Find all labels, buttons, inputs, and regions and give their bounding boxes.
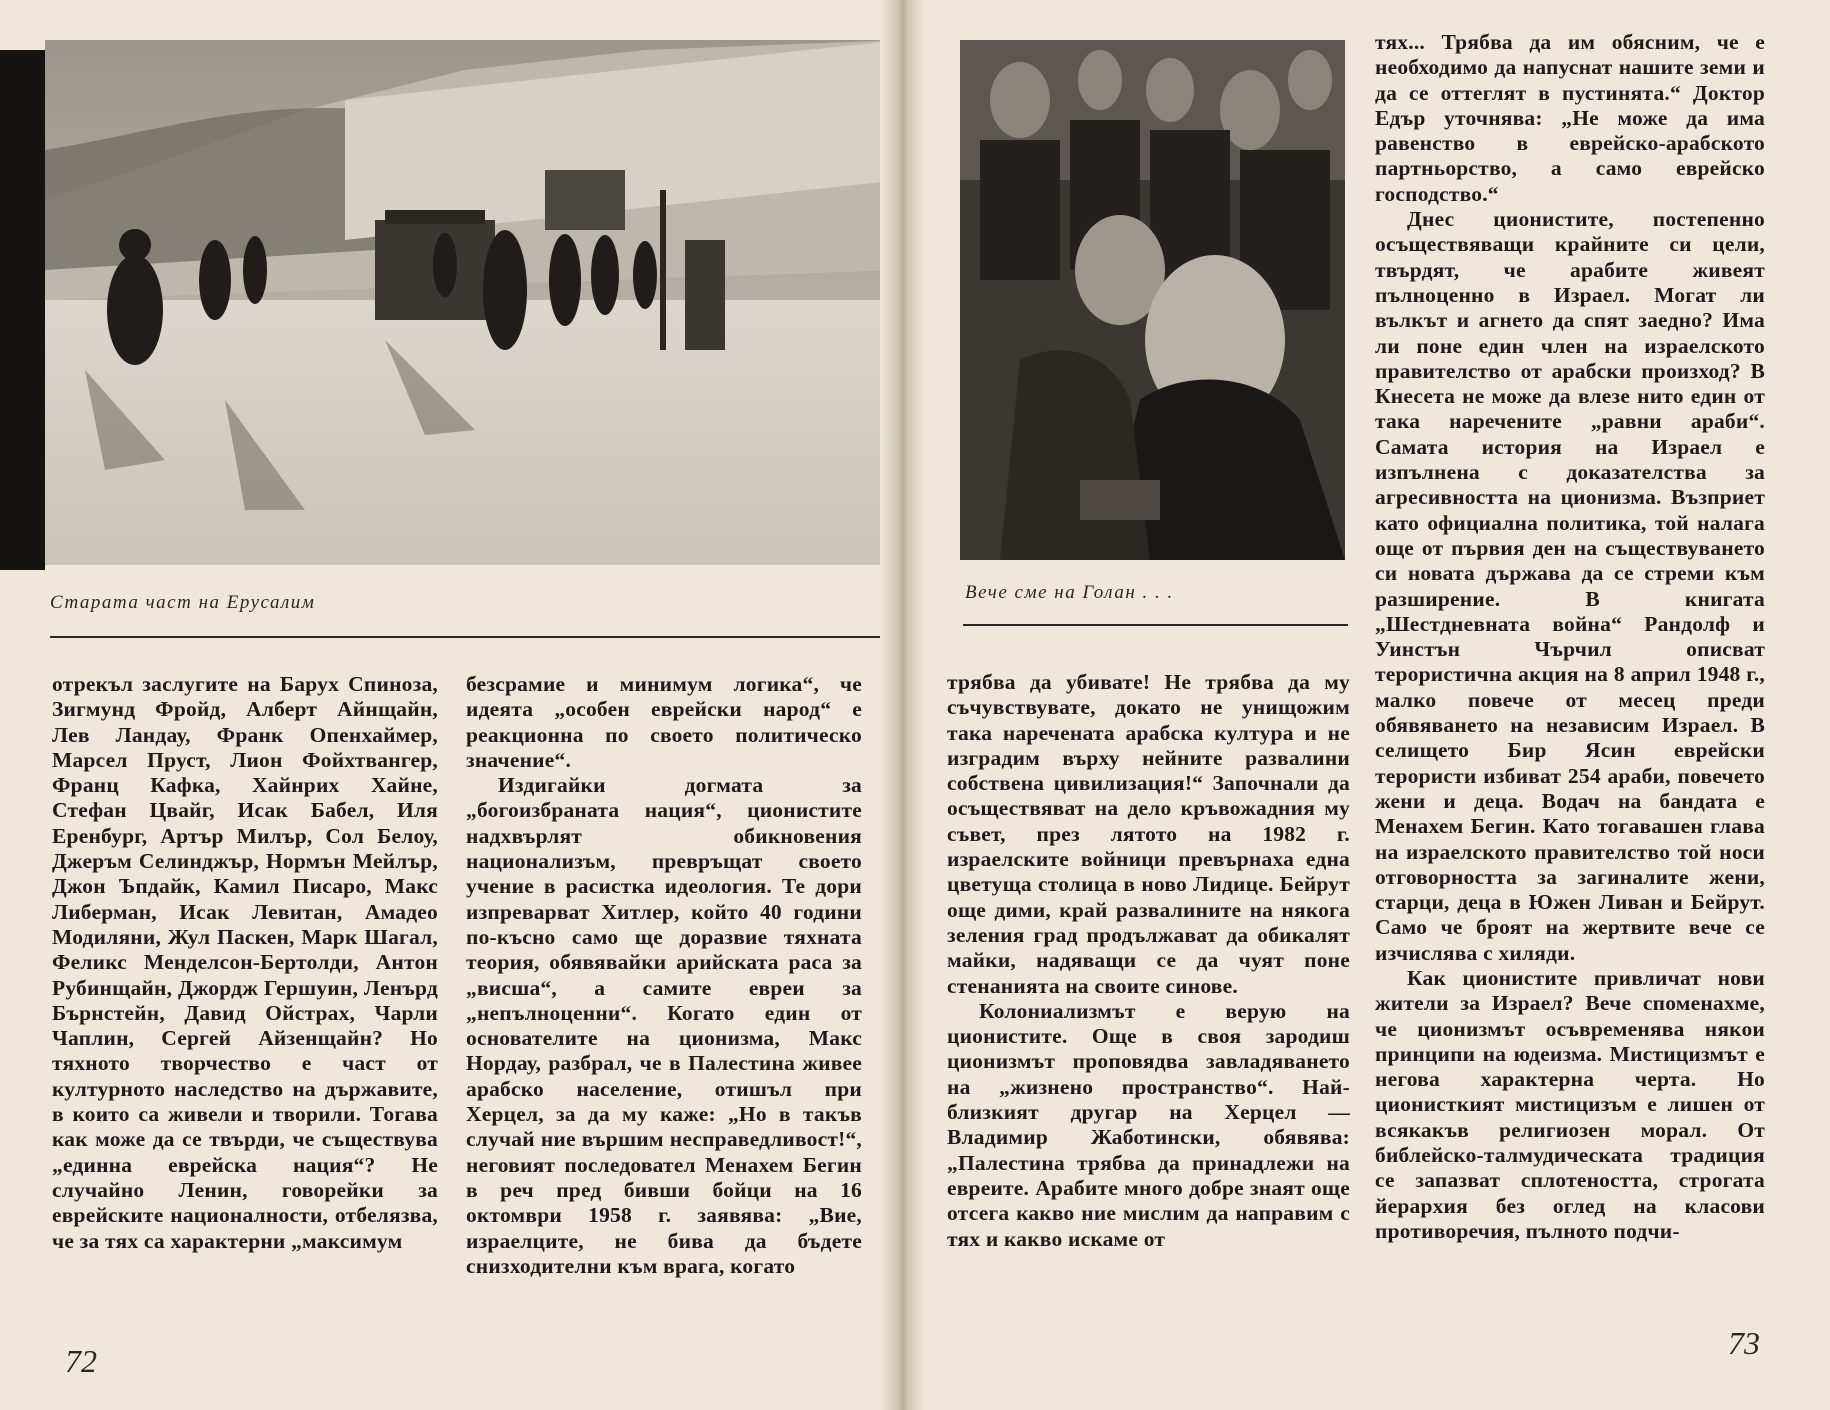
paragraph: Издигайки догмата за „богоизбраната нация“, ционистите надхвърлят обикновения национализъм, превръщат своето учение в расистка идеология. Те дори изпреварват Хитлер, който 40 години по-късно само ще доразвие тяхната теория, обявявайки арийската раса за „висша“, а самите евреи за „непълноценни“. Когато един от основателите на ционизма, Макс Нордау, разбрал, че в Палестина живее арабско население, отишъл при Херцел, за да му каже: „Но в такъв случай ние вършим несправедливост!“, неговият последовател Менахем Бегин в реч пред бивши бойци на 16 октомври 1958 г. заявява: „Вие, израелците, не бива да бъдете снизходителни към врага, когато — [466, 773, 862, 1278]
caption-rule-right — [963, 624, 1348, 626]
paragraph: безсрамие и минимум логика“, че идеята „особен еврейски народ“ е реакционна по своето политическо значение“. — [466, 672, 862, 772]
paragraph: Днес ционистите, постепенно осъществяващи крайните си цели, твърдят, че арабите живеят пълноценно в Израел. Могат ли вълкът и агнето да спят заедно? Има ли поне един член на израелското правителство от арабски произход? В Кнесета не може да влезе нито един от така наречените „равни араби“. Самата история на Израел е изпълнена с доказателства за агресивността на ционизма. Възприет като официална политика, той налага още от първия ден на съществуването си новата държава да се стреми към разширение. В книгата „Шестдневната война“ Рандолф и Уинстън Чърчил описват терористична акция на 8 април 1948 г., малко повече от месец преди обявяването на независим Израел. В селището Бир Ясин еврейски терористи избиват 254 араби, повечето жени и деца. Водач на бандата е Менахем Бегин. Като тогавашен глава на израелското правителство той носи отговорността за загиналите жени, старци, деца в Южен Ливан и Бейрут. Само че броят на жертвите вече се изчислява с хиляди. — [1375, 207, 1765, 965]
page-number-left: 72 — [65, 1343, 97, 1379]
book-gutter — [880, 0, 924, 1410]
photo-caption-right: Вече сме на Голан . . . — [965, 582, 1174, 603]
left-edge-bar — [0, 50, 45, 570]
paragraph: Как ционистите привличат нови жители за Израел? Вече споменахме, че ционизмът осъвременява някои принципи на юдеизма. Мистицизмът е негова характерна черта. Но ционисткият мистицизъм е лишен от всякакъв религиозен морал. От библейско-талмудическата традиция се запазват сплотеността, строгата йерархия без оглед на класови противоречия, пълното подчи- — [1375, 965, 1765, 1243]
paragraph: Колониализмът е верую на ционистите. Още в своя зародиш ционизмът проповядва завладяването на „жизнено пространство“. Най-близкият другар на Херцел — Владимир Жаботински, обявява: „Палестина трябва да принадлежи на евреите. Арабите много добре знаят още отсега какво ние мислим да направим с тях и какво искаме от — [947, 998, 1350, 1251]
paragraph: отрекъл заслугите на Барух Спиноза, Зигмунд Фройд, Алберт Айнщайн, Лев Ландау, Франк Опенхаймер, Марсел Пруст, Лион Фойхтвангер, Франц Кафка, Хайнрих Хайне, Стефан Цвайг, Исак Бабел, Иля Еренбург, Артър Милър, Сол Белоу, Джеръм Селинджър, Нормън Мейлър, Джон Ъпдайк, Камил Писаро, Макс Либерман, Исак Левитан, Амадео Модиляни, Жул Паскен, Марк Шагал, Феликс Менделсон-Бертолди, Антон Рубинщайн, Джордж Гершуин, Ленърд Бърнстейн, Давид Ойстрах, Чарли Чаплин, Сергей Айзенщайн? Но тяхното творчество е част от културното наследство на държавите, в които са живели и творили. Тогава как може да се твърди, че съществува „единна еврейска нация“? Не случайно Ленин, говорейки за еврейските националности, отбелязва, че за тях са характерни „максимум — [52, 672, 438, 1253]
text-column-left-1 — [52, 672, 438, 1254]
text-column-right-1 — [947, 670, 1350, 1252]
photo-old-jerusalem — [45, 40, 900, 565]
page-number-right: 73 — [1728, 1325, 1760, 1361]
text-column-right-2 — [1375, 30, 1765, 1244]
paragraph: трябва да убивате! Не трябва да му съчувствувате, докато не унищожим така наречената арабска култура и не изградим върху нейните развалини собствена цивилизация!“ Започнали да осъществяват на дело кръвожадния му съвет, през лятото на 1982 г. израелските войници превърнаха една цветуща столица в ново Лидице. Бейрут още дими, край развалините на някога зеления град продължават да обикалят майки, надяващи се да чуят поне стенанията на своите синове. — [947, 670, 1350, 998]
caption-rule-left — [50, 636, 880, 638]
photo-golan-crowd — [960, 40, 1345, 560]
left-page — [0, 0, 902, 1410]
text-column-left-2 — [466, 672, 862, 1279]
paragraph: тях... Трябва да им обясним, че е необходимо да напуснат нашите земи и да се оттеглят в пустинята.“ Доктор Едър уточнява: „Не може да има равенство в еврейско-арабското партньорство, а само еврейско господство.“ — [1375, 30, 1765, 206]
photo-caption-left: Старата част на Ерусалим — [50, 592, 316, 613]
